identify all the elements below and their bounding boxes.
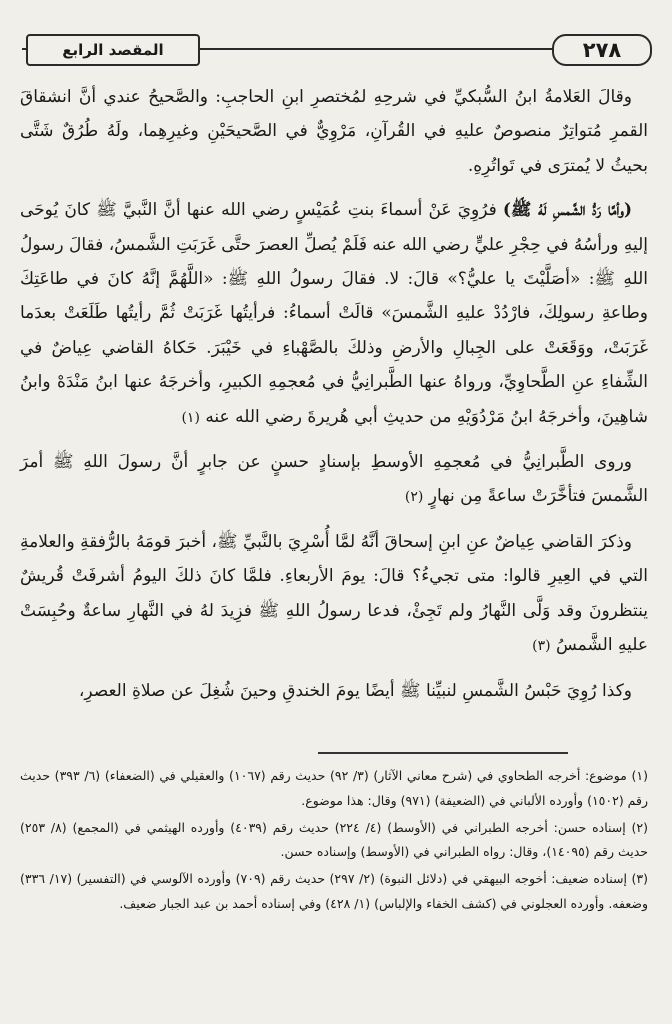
footnotes xyxy=(20,764,648,919)
page-header xyxy=(22,34,652,64)
footnote-ref-3: (٣) xyxy=(532,638,551,655)
section-title: المقصد الرابع xyxy=(26,34,200,66)
paragraph-4 xyxy=(20,525,648,664)
paragraph-1-text: وقالَ العَلامةُ ابنُ السُّبكيِّ في شرحِهِ لمُختصرِ ابنِ الحاجبِ: والصَّحيحُ عندي أنَّ انشقاقَ القمرِ مُتواتِرٌ منصوصٌ عليهِ في القُرآنِ، مَرْوِيٌّ في الصَّحيحَيْنِ وغيرِهِما، ولَهُ طُرُقٌ شَتَّى بحيثُ لا يُمترَى في تَواتُرِهِ. xyxy=(20,87,648,176)
paragraph-3-text: وروى الطَّبرانِيُّ في مُعجمِهِ الأوسطِ بإسنادٍ حسنٍ عن جابرٍ أنَّ رسولَ اللهِ ﷺ أمرَ الشَّمسَ فتأخَّرَتْ ساعةً مِن نهارٍ xyxy=(20,452,648,507)
paragraph-2-text: فرُوِيَ عَنْ أسماءَ بنتِ عُمَيْسٍ رضي الله عنها أنَّ النَّبيَّ ﷺ كانَ يُوحَى إليهِ ورأسُهُ في حِجْرِ عليٍّ رضي الله عنه فَلَمْ يُصلِّ العصرَ حتَّى غَرَبَتِ الشَّمسُ، فقالَ رسولُ اللهِ ﷺ: «أصَلَّيْتَ يا عليُّ؟» قالَ: لا. فقالَ رسولُ اللهِ ﷺ: «اللَّهُمَّ إنَّهُ كانَ في طاعَتِكَ وطاعةِ رسولِكَ، فارْدُدْ عليهِ الشَّمسَ» قالَتْ أسماءُ: فرأيتُها غَرَبَتْ ثُمَّ رأيتُها طَلَعَتْ بعدَما غَرَبَتْ، ووَقَعَتْ على الجِبالِ والأرضِ وذلكَ بالصَّهْباءِ في خَيْبَرَ. حَكاهُ القاضي عِياضٌ في الشِّفاءِ عنِ الطَّحاوِيِّ، ورواهُ عنها الطَّبرانِيُّ في مُعجمِهِ الكبيرِ، وأخرجَهُ عنها ابنُ مَنْدَهْ وابنُ شاهِينَ، وأخرجَهُ ابنُ مَرْدُوَيْهِ من حديثِ أبي هُريرةَ رضي الله عنه xyxy=(20,200,648,427)
paragraph-4-text: وذكرَ القاضي عِياضٌ عنِ ابنِ إسحاقَ أنَّهُ لمَّا أُسْرِيَ بالنَّبيِّ ﷺ، أخبرَ قومَهُ بالرُّفقةِ والعلامةِ التي في العِيرِ قالوا: متى تجيءُ؟ قالَ: يومَ الأربعاءِ. فلمَّا كانَ ذلكَ اليومُ أشرفَتْ قُريشٌ ينتظرونَ وقد وَلَّى النَّهارُ ولم تَجِئْ، فدعا رسولُ اللهِ ﷺ فزِيدَ لهُ في النَّهارِ ساعةٌ وحُبِسَتْ عليهِ الشَّمسُ xyxy=(20,531,648,656)
footnote-ref-2: (٢) xyxy=(404,489,424,506)
footnote-1: (١) موضوع: أخرجه الطحاوي في (شرح معاني الآثار) (٣/ ٩٢) حديث رقم (١٠٦٧) والعقيلي في (الضعفاء) (٦/ ٣٩٣) حديث رقم (١٥٠٢) وأورده الألباني في (الضعيفة) (٩٧١) وقال: هذا موضوع. xyxy=(20,768,648,808)
footnote-ref-1: (١) xyxy=(181,409,200,426)
footnote-2: (٢) إسناده حسن: أخرجه الطبراني في (الأوسط) (٤/ ٢٢٤) حديث رقم (٤٠٣٩) وأورده الهيثمي في (المجمع) (٨/ ٢٥٣) حديث رقم (١٤٠٩٥)، وقال: رواه الطبراني في (الأوسط) وإسناده حسن. xyxy=(20,819,649,860)
paragraph-3 xyxy=(20,445,648,515)
paragraph-1 xyxy=(20,80,648,183)
paragraph-2-lead: (وأمَّا رَدُّ الشَّمسِ لَهُ ﷺ) xyxy=(502,200,633,221)
footnote-divider xyxy=(318,752,568,754)
main-text xyxy=(20,80,648,718)
paragraph-5-text: وكذا رُوِيَ حَبْسُ الشَّمسِ لنبيِّنا ﷺ أيضًا يومَ الخندقِ وحينَ شُغِلَ عن صلاةِ العصرِ، xyxy=(78,680,632,701)
paragraph-5 xyxy=(20,674,648,708)
footnote-3: (٣) إسناده ضعيف: أخوجه البيهقي في (دلائل النبوة) (٢/ ٢٩٧) حديث رقم (٧٠٩) وأورده الآلوسي في (التفسير) (١٧/ ٣٣٦) وضعفه. وأورده العجلوني في (كشف الخفاء والإلباس) (١/ ٤٢٨) وفي إسناده أحمد بن عبد الجبار ضعيف. xyxy=(20,871,648,911)
paragraph-2 xyxy=(20,193,648,435)
page-number: ٢٧٨ xyxy=(552,34,652,66)
